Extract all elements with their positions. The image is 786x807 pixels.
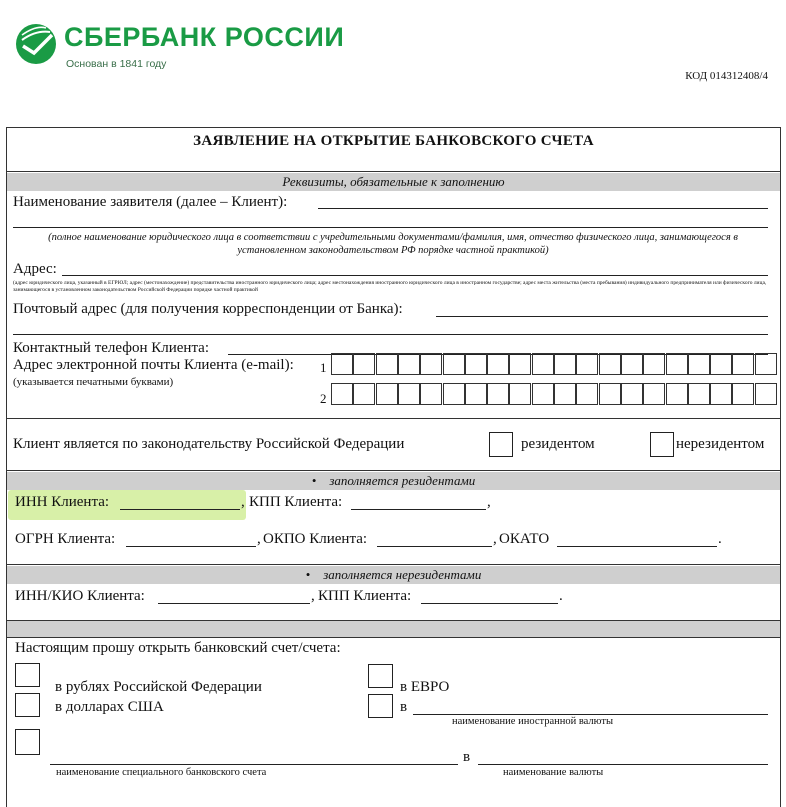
email-char-cell[interactable]: [688, 353, 710, 375]
applicant-input-line2[interactable]: [13, 227, 768, 228]
postal-label: Почтовый адрес (для получения корреспонденции от Банка):: [13, 301, 403, 317]
section-nonresidents-title: заполняется нерезидентами: [323, 567, 482, 582]
nonresident-checkbox[interactable]: [650, 432, 674, 457]
bullet-icon: •: [305, 567, 324, 582]
email-char-cell[interactable]: [465, 353, 487, 375]
applicant-note: (полное наименование юридического лица в соответствии с учредительными документами/фамилия, имя, отчество физического лица, занимающегося в установленном законодательством РФ порядке частной практикой): [48, 232, 738, 256]
bank-name: СБЕРБАНК РОССИИ: [64, 22, 345, 52]
email-char-cell[interactable]: [732, 383, 754, 405]
foreign-currency-caption: наименование иностранной валюты: [452, 716, 614, 727]
email-char-cell[interactable]: [420, 353, 442, 375]
divider: [6, 637, 781, 638]
email-char-cell[interactable]: [576, 353, 598, 375]
section-residents-band: [7, 472, 780, 490]
special-in-label: в: [463, 749, 471, 765]
email-row2-number: 2: [320, 391, 327, 406]
foreign-currency-input[interactable]: [413, 714, 768, 715]
email-char-cell[interactable]: [509, 383, 531, 405]
kpp2-label: КПП Клиента:: [318, 588, 412, 604]
ogrn-comma: ,: [257, 531, 261, 547]
email-char-cell[interactable]: [353, 383, 375, 405]
address-note: (адрес юридического лица, указанный в ЕГРЮЛ; адрес (местонахождение) представительства иностранного юридического лица; адрес местонахождения иностранного юридического лица в иностранном государстве; адрес места жительства (места пребывания) индивидуального предпринимателя или физического лица, занимающегося в установленном законодательством Российской Федерации порядке частной практикой: [13, 280, 767, 293]
phone-label: Контактный телефон Клиента:: [13, 340, 210, 356]
usd-option-label: в долларах США: [55, 699, 164, 715]
okpo-input[interactable]: [377, 546, 492, 547]
postal-input[interactable]: [436, 316, 768, 317]
email-note: (указывается печатными буквами): [13, 376, 174, 388]
email-char-cell[interactable]: [599, 383, 621, 405]
eur-option-label: в ЕВРО: [400, 679, 450, 695]
innkio-label: ИНН/КИО Клиента:: [15, 588, 145, 604]
okato-period: .: [718, 531, 722, 547]
email-char-cell[interactable]: [666, 383, 688, 405]
email-char-cell[interactable]: [398, 353, 420, 375]
email-char-cell[interactable]: [532, 383, 554, 405]
request-label: Настоящим прошу открыть банковский счет/счета:: [15, 640, 341, 656]
innkio-input[interactable]: [158, 603, 310, 604]
email-char-cell[interactable]: [732, 353, 754, 375]
email-char-cell[interactable]: [331, 353, 353, 375]
email-char-cell[interactable]: [331, 383, 353, 405]
inn-input[interactable]: [120, 509, 240, 510]
kpp-comma: ,: [487, 494, 491, 510]
resident-checkbox[interactable]: [489, 432, 513, 457]
email-char-cell[interactable]: [443, 353, 465, 375]
address-label: Адрес:: [13, 261, 57, 277]
residency-label: Клиент является по законодательству Российской Федерации: [13, 436, 405, 452]
special-account-input[interactable]: [50, 764, 458, 765]
bullet-icon: •: [311, 473, 330, 488]
email-char-cell[interactable]: [465, 383, 487, 405]
email-char-cell[interactable]: [755, 383, 777, 405]
bank-tagline: Основан в 1841 году: [66, 58, 167, 70]
email-char-cell[interactable]: [376, 383, 398, 405]
okato-label: ОКАТО: [499, 531, 550, 547]
email-char-cell[interactable]: [755, 353, 777, 375]
empty-band: [7, 621, 780, 637]
email-char-cell[interactable]: [554, 353, 576, 375]
divider: [6, 470, 781, 471]
divider: [6, 171, 781, 172]
okpo-comma: ,: [493, 531, 497, 547]
rub-checkbox[interactable]: [15, 663, 40, 687]
email-char-cell[interactable]: [576, 383, 598, 405]
email-char-cell[interactable]: [532, 353, 554, 375]
okato-input[interactable]: [557, 546, 717, 547]
postal-input-line2[interactable]: [13, 334, 768, 335]
section-nonresidents-band: [7, 566, 780, 584]
email-char-cell[interactable]: [621, 383, 643, 405]
divider: [6, 418, 781, 419]
form-code: КОД 014312408/4: [685, 70, 768, 82]
usd-checkbox[interactable]: [15, 693, 40, 717]
email-char-cell[interactable]: [487, 383, 509, 405]
section-residents-title: заполняется резидентами: [329, 473, 476, 488]
email-char-cell[interactable]: [420, 383, 442, 405]
kpp-input[interactable]: [351, 509, 486, 510]
email-char-cell[interactable]: [710, 353, 732, 375]
eur-checkbox[interactable]: [368, 664, 393, 688]
okpo-label: ОКПО Клиента:: [263, 531, 368, 547]
email-char-cell[interactable]: [509, 353, 531, 375]
section-required-band: Реквизиты, обязательные к заполнению: [7, 173, 780, 191]
other-currency-checkbox[interactable]: [368, 694, 393, 718]
email-char-cell[interactable]: [710, 383, 732, 405]
email-char-cell[interactable]: [353, 353, 375, 375]
email-char-cell[interactable]: [621, 353, 643, 375]
email-char-cell[interactable]: [643, 383, 665, 405]
email-row1-number: 1: [320, 360, 327, 375]
email-char-cell[interactable]: [599, 353, 621, 375]
email-char-cell[interactable]: [376, 353, 398, 375]
kpp2-period: .: [559, 588, 563, 604]
resident-option-label: резидентом: [521, 436, 595, 452]
rub-option-label: в рублях Российской Федерации: [55, 679, 262, 695]
ogrn-label: ОГРН Клиента:: [15, 531, 116, 547]
email-label: Адрес электронной почты Клиента (e-mail):: [13, 357, 294, 373]
inn-label: ИНН Клиента:: [15, 494, 110, 510]
email-char-cell[interactable]: [643, 353, 665, 375]
form-title: ЗАЯВЛЕНИЕ НА ОТКРЫТИЕ БАНКОВСКОГО СЧЕТА: [193, 133, 594, 149]
other-currency-prefix: в: [400, 699, 408, 715]
nonresident-option-label: нерезидентом: [676, 436, 765, 452]
email-char-cell[interactable]: [688, 383, 710, 405]
email-char-cell[interactable]: [487, 353, 509, 375]
kpp-label: КПП Клиента:: [249, 494, 343, 510]
email-char-cell[interactable]: [554, 383, 576, 405]
innkio-comma: ,: [311, 588, 315, 604]
email-char-cell[interactable]: [666, 353, 688, 375]
ogrn-input[interactable]: [126, 546, 256, 547]
divider: [6, 564, 781, 565]
special-account-checkbox[interactable]: [15, 729, 40, 755]
special-account-caption: наименование специального банковского счета: [56, 767, 267, 778]
applicant-input[interactable]: [318, 208, 768, 209]
kpp2-input[interactable]: [421, 603, 558, 604]
currency-caption: наименование валюты: [503, 767, 604, 778]
email-char-cell[interactable]: [398, 383, 420, 405]
applicant-label: Наименование заявителя (далее – Клиент):: [13, 194, 288, 210]
address-input[interactable]: [62, 275, 768, 276]
email-char-cell[interactable]: [443, 383, 465, 405]
inn-comma: ,: [241, 494, 245, 510]
sberbank-logo-icon: [14, 22, 58, 66]
special-currency-input[interactable]: [478, 764, 768, 765]
